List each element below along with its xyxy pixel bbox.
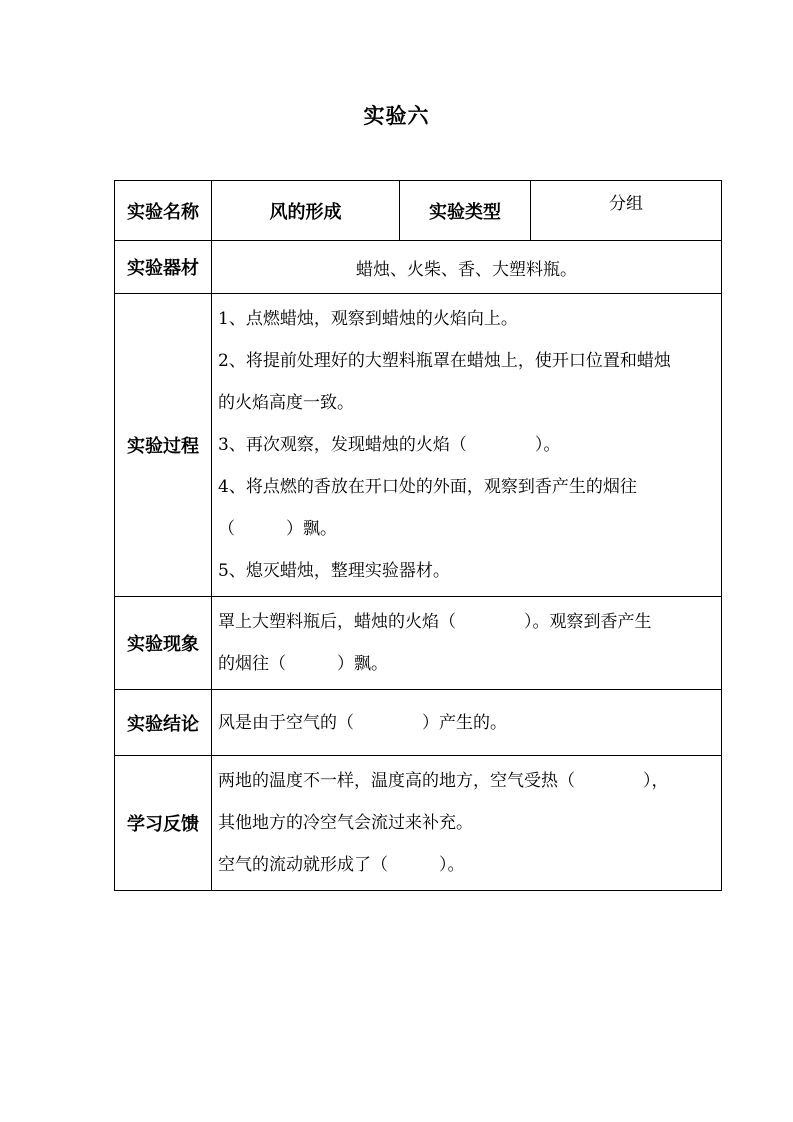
phenomenon-label: 实验现象 bbox=[115, 597, 212, 690]
process-line: 1、点燃蜡烛，观察到蜡烛的火焰向上。 bbox=[218, 309, 518, 329]
conclusion-cell bbox=[212, 690, 722, 756]
experiment-name-label: 实验名称 bbox=[115, 181, 212, 241]
process-label: 实验过程 bbox=[115, 294, 212, 597]
conclusion-text bbox=[212, 698, 721, 748]
row-conclusion bbox=[115, 690, 722, 756]
conclusion-label: 实验结论 bbox=[115, 690, 212, 756]
feedback-line: 两地的温度不一样，温度高的地方，空气受热（ ）， bbox=[218, 771, 669, 791]
phenomenon-line: 罩上大塑料瓶后，蜡烛的火焰（ ）。观察到香产生 bbox=[218, 612, 652, 632]
equipment-label: 实验器材 bbox=[115, 241, 212, 294]
experiment-name-value: 风的形成 bbox=[212, 181, 400, 241]
process-cell bbox=[212, 294, 722, 597]
page-title: 实验六 bbox=[363, 103, 430, 128]
process-line: 3、再次观察，发现蜡烛的火焰（ ）。 bbox=[218, 435, 561, 455]
equipment-value: 蜡烛、火柴、香、大塑料瓶。 bbox=[212, 241, 722, 294]
process-steps bbox=[212, 294, 721, 596]
row-feedback bbox=[115, 756, 722, 891]
process-line: 4、将点燃的香放在开口处的外面，观察到香产生的烟往 bbox=[218, 477, 637, 497]
feedback-line: 空气的流动就形成了（ ）。 bbox=[218, 855, 465, 875]
phenomenon-text bbox=[212, 597, 721, 689]
feedback-label: 学习反馈 bbox=[115, 756, 212, 891]
process-line: 5、熄灭蜡烛，整理实验器材。 bbox=[218, 561, 450, 581]
row-equipment bbox=[115, 241, 722, 294]
row-phenomenon bbox=[115, 597, 722, 690]
process-line: 的火焰高度一致。 bbox=[218, 393, 354, 413]
row-process bbox=[115, 294, 722, 597]
phenomenon-cell bbox=[212, 597, 722, 690]
experiment-type-label: 实验类型 bbox=[400, 181, 531, 241]
feedback-line: 其他地方的冷空气会流过来补充。 bbox=[218, 813, 473, 833]
process-line: 2、将提前处理好的大塑料瓶罩在蜡烛上，使开口位置和蜡烛 bbox=[218, 351, 671, 371]
feedback-text bbox=[212, 756, 721, 890]
conclusion-line: 风是由于空气的（ ）产生的。 bbox=[218, 712, 507, 733]
experiment-type-value: 分组 bbox=[531, 181, 722, 241]
feedback-cell bbox=[212, 756, 722, 891]
process-line: （ ）飘。 bbox=[218, 519, 337, 539]
row-experiment-name bbox=[115, 181, 722, 241]
experiment-table bbox=[114, 180, 722, 891]
phenomenon-line: 的烟往（ ）飘。 bbox=[218, 654, 388, 674]
